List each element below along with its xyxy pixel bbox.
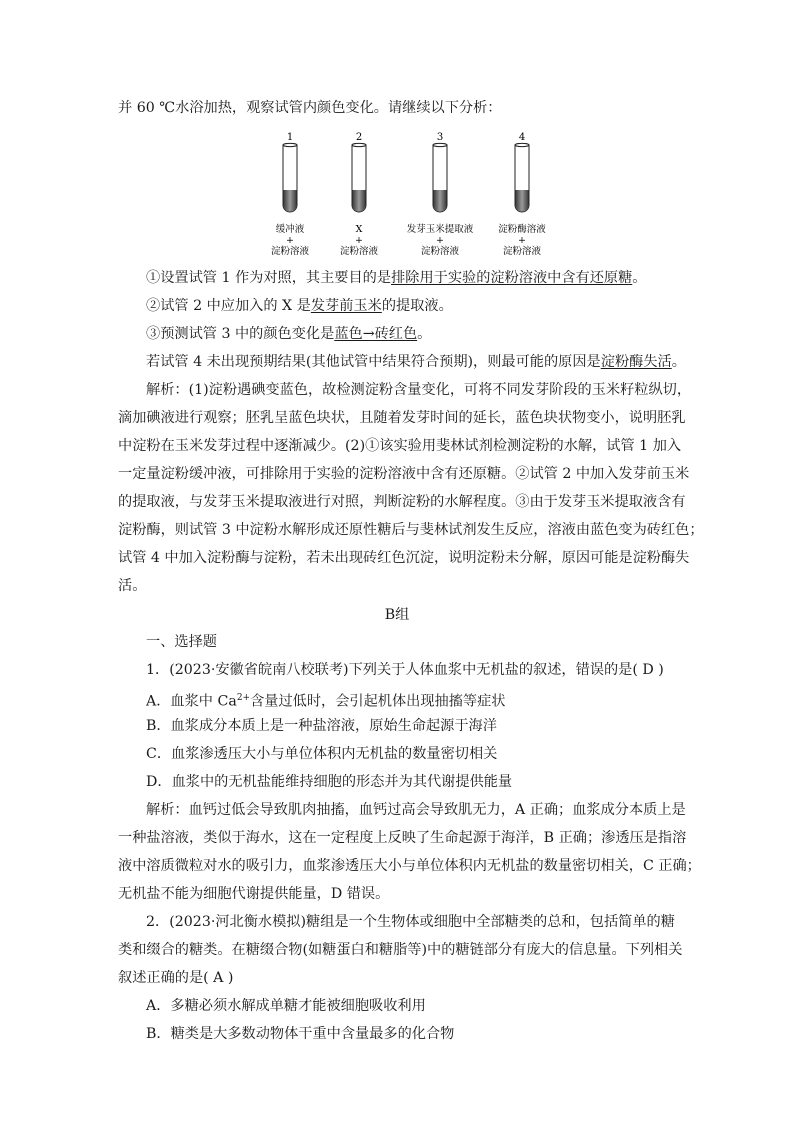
test-tube-4 — [498, 132, 546, 257]
tube-number: 4 — [518, 132, 526, 143]
analysis-line: 淀粉酶，则试管 3 中淀粉水解形成还原性糖后与斐林试剂发生反应，溶液由蓝色变为砖红色； — [118, 522, 704, 538]
plus-sign: + — [518, 235, 526, 246]
tube-bottom-label: 淀粉溶液 — [502, 246, 542, 257]
question-line: 类和缀合的糖类。在糖缀合物(如糖蛋白和糖脂等)中的糖链部分有庞大的信息量。下列相关 — [118, 942, 683, 958]
analysis-line: 解析：(1)淀粉遇碘变蓝色，故检测淀粉含量变化，可将不同发芽阶段的玉米籽粒纵切， — [146, 382, 692, 398]
intro-text: 并 60 ℃水浴加热，观察试管内颜色变化。请继续以下分析： — [118, 100, 502, 116]
option-d: D．血浆中的无机盐能维持细胞的形态并为其代谢提供能量 — [146, 774, 513, 790]
question-4: 若试管 4 未出现预期结果(其他试管中结果符合预期)，则最可能的原因是淀粉酶失活。 — [146, 354, 686, 370]
question-2: ②试管 2 中应加入的 X 是发芽前玉米的提取液。 — [146, 298, 453, 314]
test-tube-figure — [0, 0, 794, 270]
question-b1: 1．(2023·安徽省皖南八校联考)下列关于人体血浆中无机盐的叙述，错误的是( D ) — [146, 662, 664, 678]
option-c: C．血浆渗透压大小与单位体积内无机盐的数量密切相关 — [146, 746, 498, 762]
tube-number: 3 — [436, 132, 444, 143]
answer-3: 蓝色→砖红色 — [334, 326, 418, 342]
analysis-line: 滴加碘液进行观察；胚乳呈蓝色块状，且随着发芽时间的延长，蓝色块状物变小，说明胚乳 — [118, 410, 686, 426]
tube-number: 2 — [355, 132, 363, 143]
answer-2: 发芽前玉米 — [310, 298, 382, 314]
plus-sign: + — [286, 235, 294, 246]
option-a: A．多糖必须水解成单糖才能被细胞吸收利用 — [146, 998, 426, 1014]
analysis-line: 解析：血钙过低会导致肌肉抽搐，血钙过高会导致肌无力，A 正确；血浆成分本质上是 — [146, 802, 686, 818]
tube-number: 1 — [286, 132, 294, 143]
tube-bottom-label: 淀粉溶液 — [339, 246, 379, 257]
question-1: ①设置试管 1 作为对照，其主要目的是排除用于实验的淀粉溶液中含有还原糖。 — [146, 270, 647, 286]
plus-sign: + — [436, 235, 444, 246]
tube-bottom-label: 淀粉溶液 — [270, 246, 310, 257]
tube-top-label: 发芽玉米提取液 — [406, 224, 474, 235]
analysis-line: 一种盐溶液，类似于海水，这在一定程度上反映了生命起源于海洋，B 正确；渗透压是指溶 — [118, 830, 687, 846]
tube-bottom-label: 淀粉溶液 — [420, 246, 460, 257]
option-b: B．血浆成分本质上是一种盐溶液，原始生命起源于海洋 — [146, 718, 497, 734]
plus-sign: + — [355, 235, 363, 246]
question-3: ③预测试管 3 中的颜色变化是蓝色→砖红色。 — [146, 326, 432, 342]
analysis-line: 试管 4 中加入淀粉酶与淀粉，若未出现砖红色沉淀，说明淀粉未分解，原因可能是淀粉酶失 — [118, 550, 690, 566]
analysis-line: 的提取液，与发芽玉米提取液进行对照，判断淀粉的水解程度。③由于发芽玉米提取液含有 — [118, 494, 686, 510]
analysis-line: 中淀粉在玉米发芽过程中逐渐减少。(2)①该实验用斐林试剂检测淀粉的水解，试管 1 加入 — [118, 438, 682, 454]
tube-top-label: 缓冲液 — [275, 224, 305, 235]
tube-top-label: 淀粉酶溶液 — [498, 224, 546, 235]
test-tube-1 — [271, 132, 310, 257]
answer-1: 排除用于实验的淀粉溶液中含有还原糖 — [391, 270, 633, 286]
question-line: 叙述正确的是( A ) — [118, 970, 234, 986]
tube-top-label: X — [355, 224, 363, 235]
question-line: 2．(2023·河北衡水模拟)糖组是一个生物体或细胞中全部糖类的总和，包括简单的糖 — [146, 914, 675, 930]
analysis-line: 一定量淀粉缓冲液，可排除用于实验的淀粉溶液中含有还原糖。②试管 2 中加入发芽前玉米 — [118, 466, 690, 482]
analysis-line: 无机盐不能为细胞代谢提供能量，D 错误。 — [118, 886, 390, 902]
test-tube-3 — [407, 132, 474, 257]
analysis-line: 液中溶质微粒对水的吸引力，血浆渗透压大小与单位体积内无机盐的数量密切相关，C 正确； — [118, 858, 701, 874]
test-tube-2 — [340, 132, 379, 257]
answer-4: 淀粉酶失活 — [600, 354, 672, 370]
option-b: B．糖类是大多数动物体干重中含量最多的化合物 — [146, 1026, 455, 1042]
section-heading: 一、选择题 — [146, 634, 217, 650]
group-heading: B组 — [384, 607, 410, 623]
analysis-line: 活。 — [118, 578, 147, 594]
option-a: A．血浆中 $Ca^{2+}$含量过低时，会引起机体出现抽搐等症状 — [146, 693, 506, 710]
